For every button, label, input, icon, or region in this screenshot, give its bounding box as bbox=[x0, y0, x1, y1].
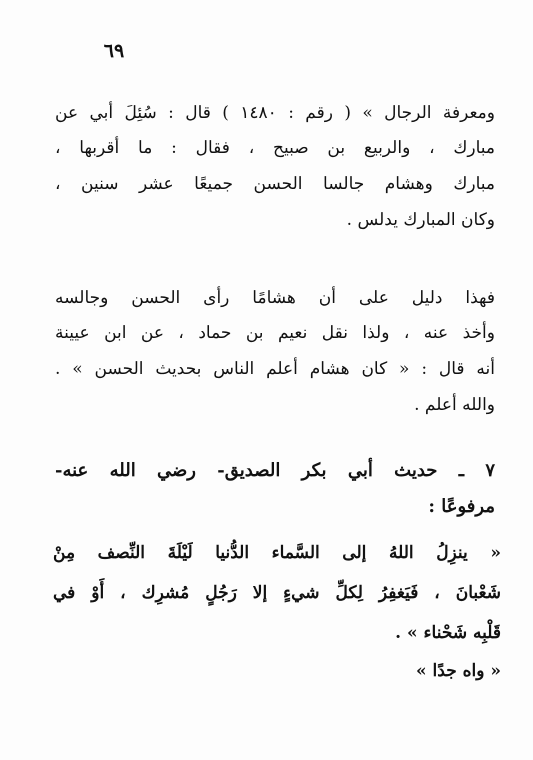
hadith-line-3: قَلْبِه شَحْناء » . bbox=[395, 623, 501, 643]
paragraph-1-line-1: ومعرفة الرجال » ( رقم : ١٤٨٠ ) قال : سُئِلَ أبي عن bbox=[55, 103, 495, 123]
paragraph-1-line-3: مبارك وهشام جالسا الحسن جميعًا عشر سنين ، bbox=[55, 174, 495, 194]
hadith-line-1: « ينزِلُ اللهُ إلى السَّماء الدُّنيا لَيْلَةَ النِّصف مِنْ bbox=[53, 543, 501, 563]
paragraph-2-line-1: فهذا دليل على أن هشامًا رأى الحسن وجالسه bbox=[55, 288, 495, 308]
hadith-verdict: « واه جدًا » bbox=[416, 661, 501, 681]
section-heading-subtitle: مرفوعًا : bbox=[428, 496, 495, 517]
paragraph-1-line-4: وكان المبارك يدلس . bbox=[346, 210, 495, 230]
hadith-line-2: شَعْبانَ ، فَيَغفِرُ لِكلِّ شيءٍ إلا رَجُلٍ مُشرِك ، أَوْ في bbox=[53, 583, 501, 603]
page-number: ٦٩ bbox=[103, 40, 125, 62]
paragraph-2-line-2: وأخذ عنه ، ولذا نقل نعيم بن حماد ، عن ابن عيينة bbox=[55, 323, 495, 343]
section-heading: ٧ ـ حديث أبي بكر الصديق- رضي الله عنه- bbox=[55, 460, 495, 481]
paragraph-2-line-3: أنه قال : « كان هشام أعلم الناس بحديث الحسن » . bbox=[55, 359, 495, 379]
paragraph-1-line-2: مبارك ، والربيع بن صبيح ، فقال : ما أقربها ، bbox=[55, 138, 495, 158]
paragraph-2-line-4: والله أعلم . bbox=[414, 395, 495, 415]
